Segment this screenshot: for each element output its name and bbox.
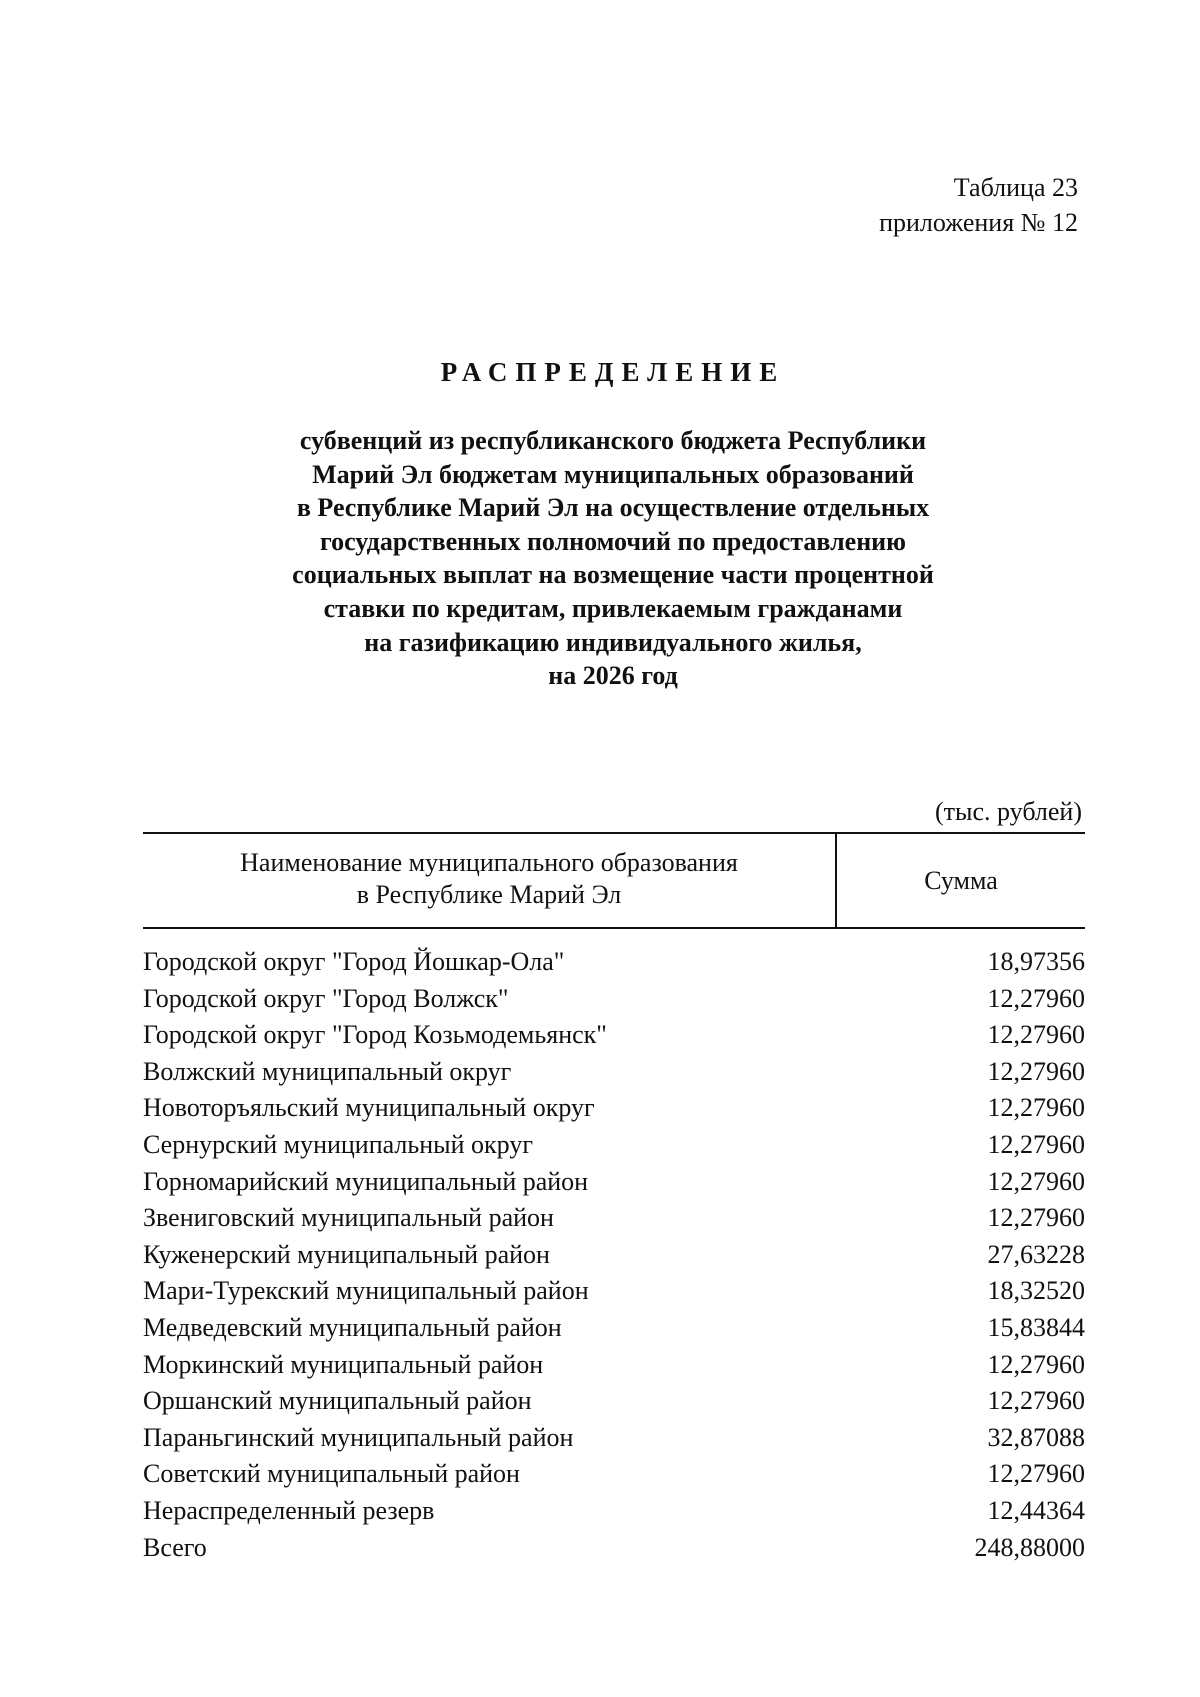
- row-amount: 12,27960: [987, 1349, 1085, 1379]
- table-row: [143, 1347, 1085, 1384]
- row-amount: 12,27960: [987, 1020, 1085, 1050]
- units-label: (тыс. рублей): [934, 797, 1082, 826]
- table-row: [143, 1200, 1085, 1237]
- row-amount: 12,44364: [987, 1495, 1085, 1525]
- row-municipality-name: Параньгинский муниципальный район: [143, 1422, 574, 1452]
- table-row: [143, 1310, 1085, 1347]
- table-reference: [879, 170, 1078, 240]
- row-amount: 248,88000: [974, 1532, 1085, 1562]
- row-amount: 27,63228: [987, 1239, 1085, 1269]
- row-amount: 12,27960: [987, 1166, 1085, 1196]
- row-municipality-name: Городской округ "Город Йошкар-Ола": [143, 947, 565, 976]
- row-municipality-name: Всего: [143, 1532, 207, 1562]
- reference-appendix-number: приложения № 12: [879, 208, 1078, 237]
- table-row: [143, 1237, 1085, 1274]
- row-amount: 32,87088: [987, 1422, 1085, 1452]
- row-amount: 15,83844: [987, 1312, 1085, 1342]
- table-row: [143, 1273, 1085, 1310]
- row-municipality-name: Куженерский муниципальный район: [143, 1239, 550, 1269]
- table-row: [143, 1420, 1085, 1457]
- row-municipality-name: Новоторъяльский муниципальный округ: [143, 1093, 595, 1123]
- header-sum-column: Сумма: [924, 866, 998, 895]
- row-municipality-name: Моркинский муниципальный район: [143, 1349, 544, 1379]
- row-amount: 12,27960: [987, 1056, 1085, 1086]
- row-municipality-name: Нераспределенный резерв: [143, 1495, 435, 1525]
- row-amount: 12,27960: [987, 1386, 1085, 1416]
- table-row: [143, 1090, 1085, 1127]
- row-municipality-name: Городской округ "Город Козьмодемьянск": [143, 1020, 607, 1050]
- table-row: [143, 1127, 1085, 1164]
- row-amount: 18,97356: [987, 947, 1085, 976]
- subtitle-line: государственных полномочий по предоставлению: [319, 526, 907, 556]
- row-municipality-name: Оршанский муниципальный район: [143, 1386, 532, 1416]
- table-row: [143, 1017, 1085, 1054]
- subtitle-line: социальных выплат на возмещение части процентной: [292, 560, 934, 590]
- table-row: [143, 1530, 1085, 1567]
- table-header: [143, 832, 1085, 929]
- header-name-line: в Республике Марий Эл: [356, 880, 622, 909]
- header-name-line: Наименование муниципального образования: [240, 848, 738, 877]
- subtitle-line: Марий Эл бюджетам муниципальных образований: [312, 459, 914, 489]
- reference-table-number: Таблица 23: [953, 173, 1078, 202]
- distribution-table: [143, 832, 1085, 1562]
- table-row: [143, 1383, 1085, 1420]
- subtitle-line: субвенций из республиканского бюджета Республики: [299, 426, 927, 455]
- table-row: [143, 1493, 1085, 1530]
- row-municipality-name: Медведевский муниципальный район: [143, 1312, 562, 1342]
- row-municipality-name: Мари-Турекский муниципальный район: [143, 1276, 589, 1306]
- row-municipality-name: Горномарийский муниципальный район: [143, 1166, 589, 1196]
- document-heading: РАСПРЕДЕЛЕНИЕ: [440, 357, 786, 387]
- row-amount: 12,27960: [987, 1203, 1085, 1233]
- table-row: [143, 1054, 1085, 1091]
- table-row: [143, 981, 1085, 1018]
- row-amount: 12,27960: [987, 1129, 1085, 1159]
- subtitle-line: на 2026 год: [548, 661, 678, 691]
- subtitle-line: в Республике Марий Эл на осуществление отдельных: [296, 493, 930, 523]
- row-municipality-name: Волжский муниципальный округ: [143, 1056, 512, 1086]
- row-amount: 18,32520: [987, 1276, 1085, 1306]
- table-body: [143, 944, 1085, 1566]
- table-row: [143, 944, 1085, 981]
- table-row: [143, 1164, 1085, 1201]
- table-row: [143, 1456, 1085, 1493]
- row-municipality-name: Сернурский муниципальный округ: [143, 1129, 533, 1159]
- row-amount: 12,27960: [987, 1459, 1085, 1489]
- row-municipality-name: Звениговский муниципальный район: [143, 1203, 554, 1233]
- row-municipality-name: Городской округ "Город Волжск": [143, 983, 509, 1013]
- document-subtitle: [0, 424, 1200, 693]
- subtitle-line: на газификацию индивидуального жилья,: [364, 627, 862, 657]
- header-name-column: [143, 834, 837, 927]
- row-municipality-name: Советский муниципальный район: [143, 1459, 520, 1489]
- subtitle-line: ставки по кредитам, привлекаемым гражданами: [323, 593, 903, 623]
- row-amount: 12,27960: [987, 1093, 1085, 1123]
- row-amount: 12,27960: [987, 983, 1085, 1013]
